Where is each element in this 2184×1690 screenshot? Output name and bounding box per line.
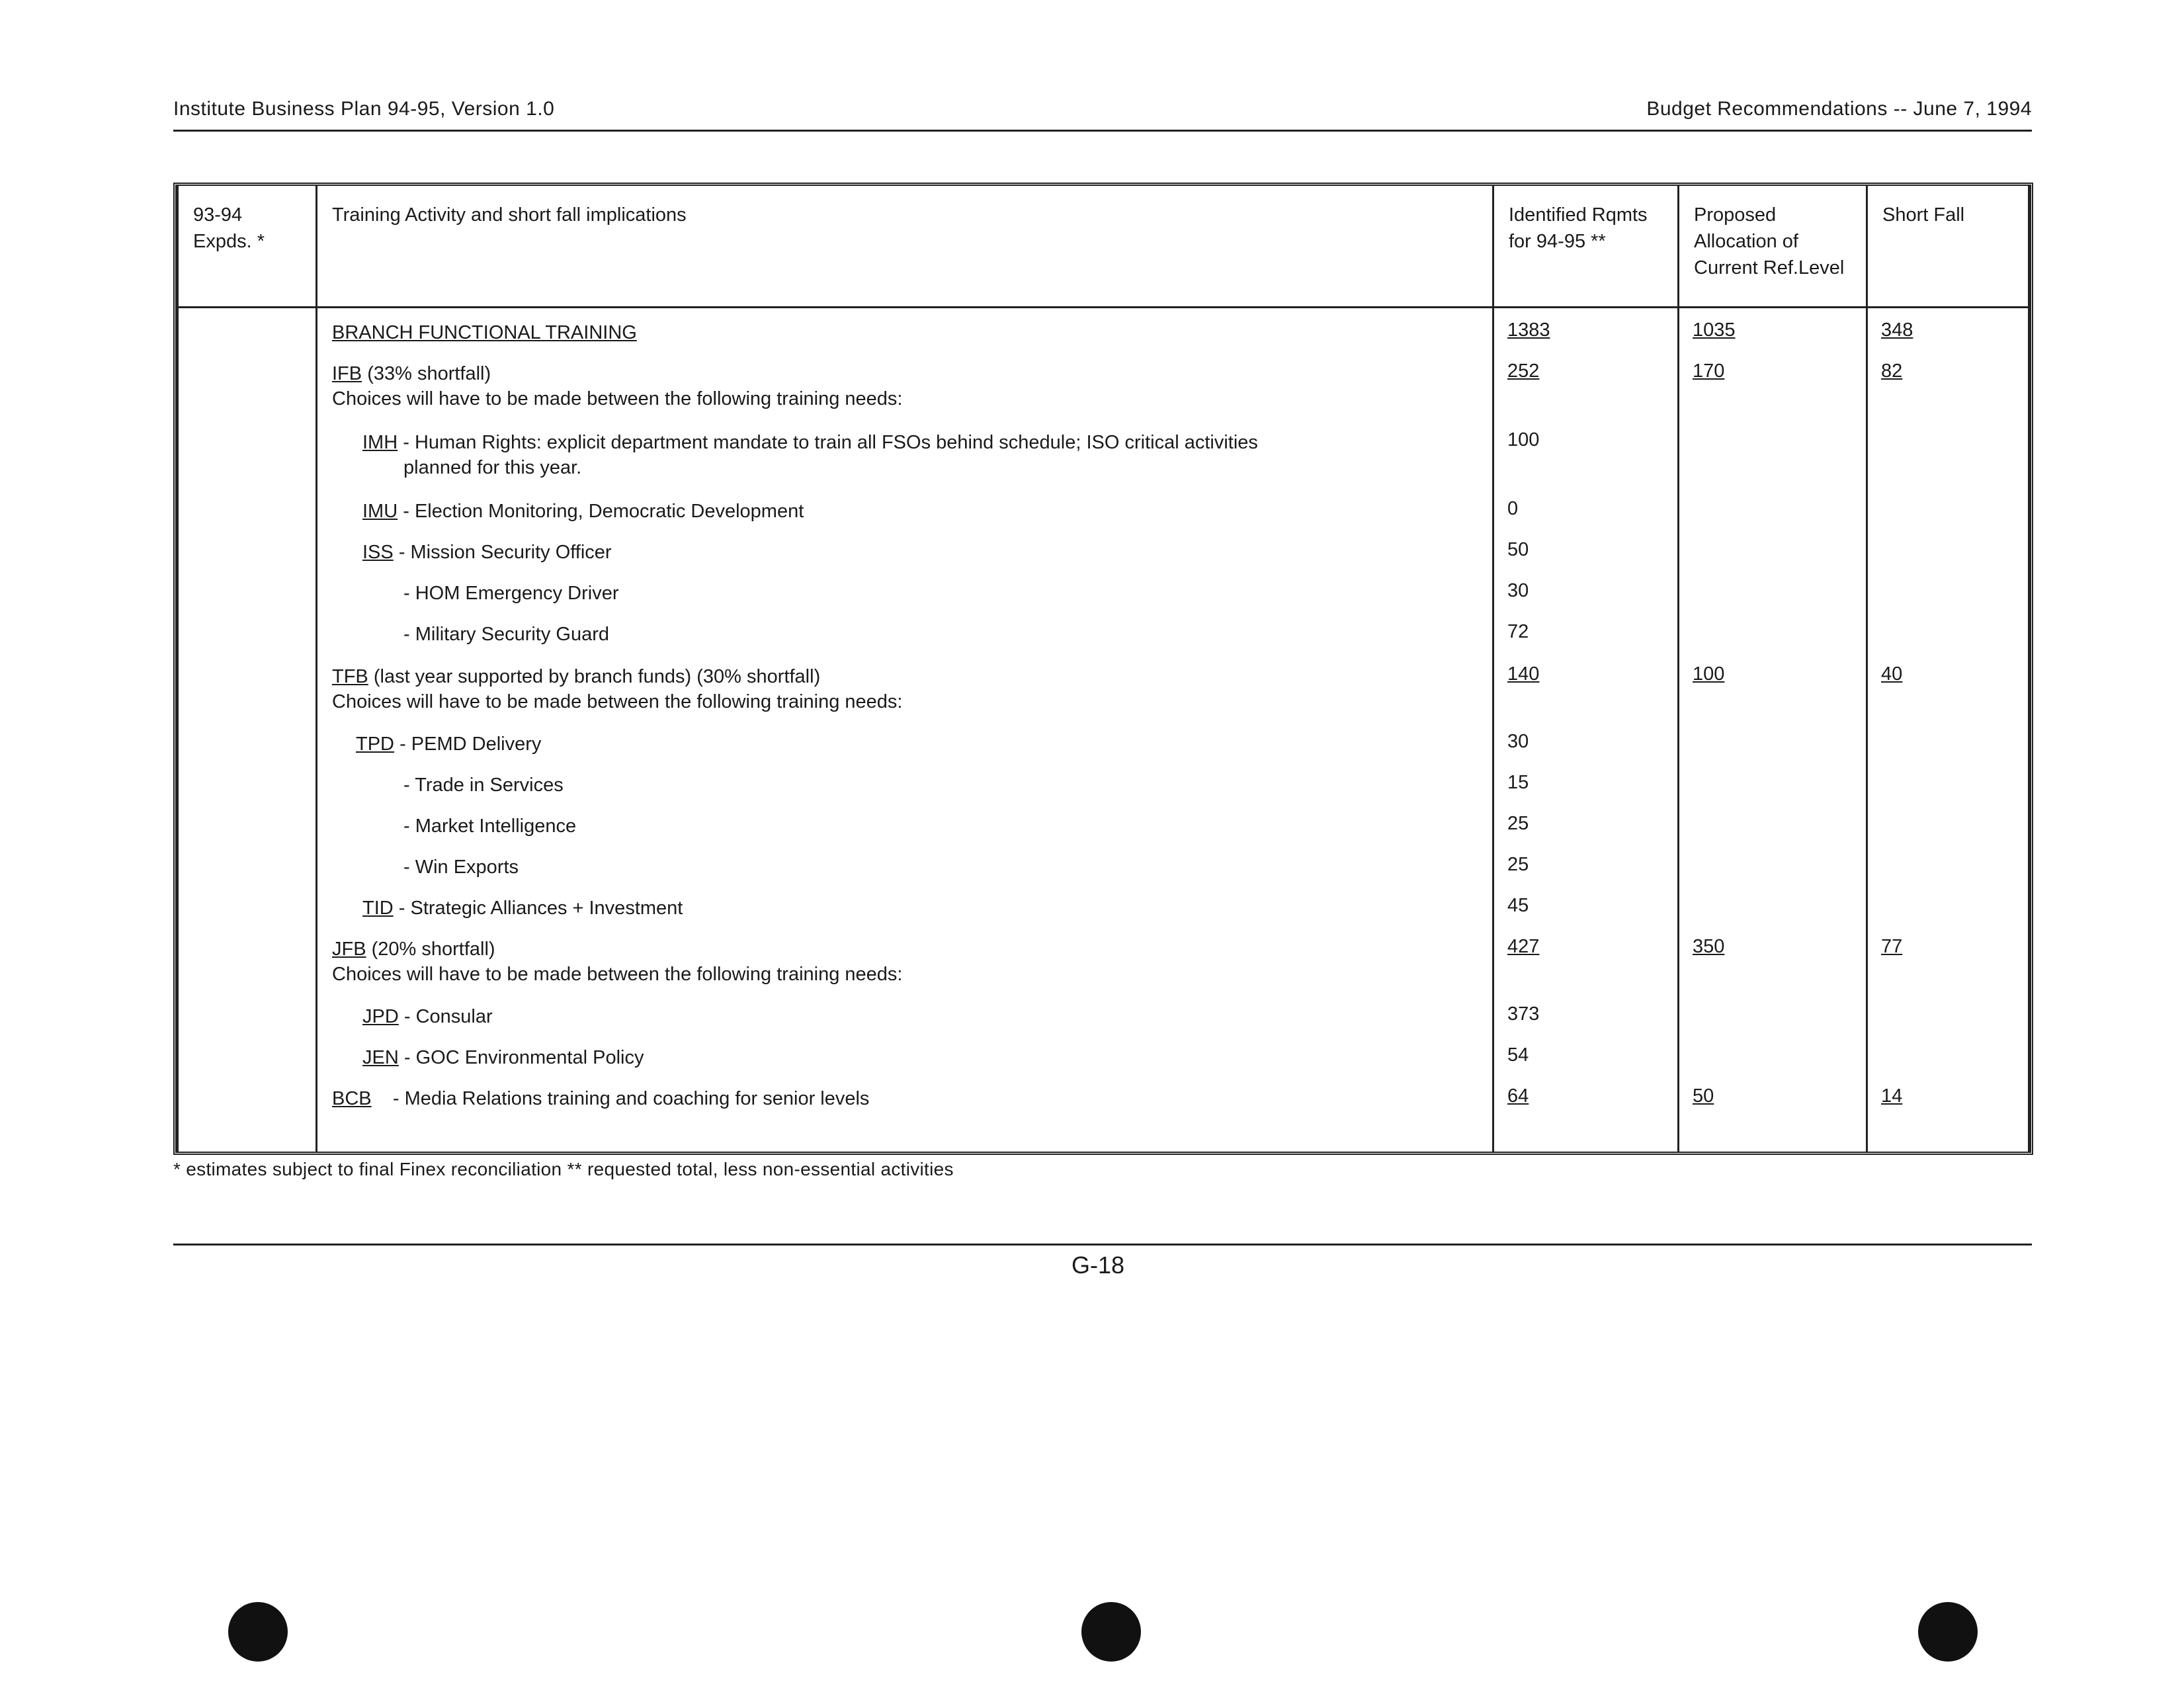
jpd-line xyxy=(362,1004,493,1029)
tfb-choices: Choices will have to be made between the following training needs: xyxy=(332,691,903,712)
iss-text: - Mission Security Officer xyxy=(398,542,612,563)
ifb-choices: Choices will have to be made between the following training needs: xyxy=(332,388,903,409)
tfb-identified: 140 xyxy=(1507,663,1540,685)
trade-line: - Trade in Services xyxy=(403,775,564,796)
table-body-row xyxy=(178,308,2029,1152)
iss-identified: 50 xyxy=(1507,539,1529,560)
iss-line xyxy=(362,540,612,565)
budget-table xyxy=(177,186,2030,1152)
page-number: G-18 xyxy=(1071,1251,1125,1279)
identified-cell xyxy=(1493,308,1679,1152)
ifb-label: (33% shortfall) xyxy=(367,363,491,384)
jen-text: - GOC Environmental Policy xyxy=(403,1047,644,1068)
imh-line xyxy=(362,430,1258,455)
jfb-heading xyxy=(332,937,495,962)
punch-hole-left xyxy=(228,1602,288,1662)
jpd-identified: 373 xyxy=(1507,1003,1540,1025)
bcb-proposed: 50 xyxy=(1693,1085,1714,1107)
market-line: - Market Intelligence xyxy=(403,816,577,837)
col-header-training-activity: Training Activity and short fall implications xyxy=(317,186,1493,308)
hom-identified: 30 xyxy=(1507,580,1529,601)
iss-code: ISS xyxy=(362,542,394,563)
jpd-text: - Consular xyxy=(403,1006,493,1027)
jen-line xyxy=(362,1045,644,1070)
col-header-expenditures: 93-94 Expds. * xyxy=(178,186,317,308)
footer-divider xyxy=(173,1244,2032,1246)
tfb-shortfall: 40 xyxy=(1881,663,1903,685)
table-header-row xyxy=(178,186,2029,308)
tid-text: - Strategic Alliances + Investment xyxy=(398,898,683,919)
jfb-label: (20% shortfall) xyxy=(371,939,495,960)
bcb-code: BCB xyxy=(332,1088,372,1109)
ifb-heading xyxy=(332,361,491,386)
header-left-title: Institute Business Plan 94-95, Version 1.0 xyxy=(173,98,555,120)
tpd-text: - PEMD Delivery xyxy=(399,734,542,755)
ifb-shortfall: 82 xyxy=(1881,360,1903,382)
ifb-code: IFB xyxy=(332,363,362,384)
tfb-label: (last year supported by branch funds) (30% shortfall) xyxy=(373,666,821,687)
col-header-identified-rqmts: Identified Rqmts for 94-95 ** xyxy=(1493,186,1679,308)
ifb-identified: 252 xyxy=(1507,360,1540,382)
imu-code: IMU xyxy=(362,501,398,522)
imh-identified: 100 xyxy=(1507,429,1540,450)
tfb-heading xyxy=(332,664,820,689)
tfb-code: TFB xyxy=(332,666,368,687)
imu-line xyxy=(362,499,804,524)
market-identified: 25 xyxy=(1507,813,1529,834)
hom-line: - HOM Emergency Driver xyxy=(403,583,619,604)
bcb-text: - Media Relations training and coaching for senior levels xyxy=(392,1088,870,1109)
msg-line: - Military Security Guard xyxy=(403,624,610,645)
jfb-code: JFB xyxy=(332,939,366,960)
branch-proposed: 1035 xyxy=(1693,319,1736,341)
punch-hole-center xyxy=(1081,1602,1141,1662)
jpd-code: JPD xyxy=(362,1006,399,1027)
shortfall-cell xyxy=(1867,308,2029,1152)
tpd-identified: 30 xyxy=(1507,731,1529,752)
tid-identified: 45 xyxy=(1507,895,1529,916)
branch-shortfall: 348 xyxy=(1881,319,1913,341)
tpd-code: TPD xyxy=(356,734,394,755)
ifb-proposed: 170 xyxy=(1693,360,1725,382)
jen-identified: 54 xyxy=(1507,1044,1529,1066)
msg-identified: 72 xyxy=(1507,621,1529,642)
header-right-title: Budget Recommendations -- June 7, 1994 xyxy=(1646,98,2032,120)
jen-code: JEN xyxy=(362,1047,399,1068)
tid-code: TID xyxy=(362,898,394,919)
imh-text-continued: planned for this year. xyxy=(403,457,582,478)
win-line: - Win Exports xyxy=(403,857,519,878)
punch-hole-right xyxy=(1918,1602,1978,1662)
imh-code: IMH xyxy=(362,432,398,453)
header-divider xyxy=(173,130,2032,132)
jfb-choices: Choices will have to be made between the following training needs: xyxy=(332,964,903,985)
tid-line xyxy=(362,896,683,921)
imh-text: - Human Rights: explicit department mandate to train all FSOs behind schedule; ISO critical activities xyxy=(403,432,1258,453)
activity-cell xyxy=(317,308,1493,1152)
proposed-cell xyxy=(1679,308,1867,1152)
col-header-proposed-allocation: Proposed Allocation of Current Ref.Level xyxy=(1679,186,1867,308)
imu-identified: 0 xyxy=(1507,498,1519,519)
table-footnote: * estimates subject to final Finex reconciliation ** requested total, less non-essential activities xyxy=(173,1159,954,1179)
bcb-identified: 64 xyxy=(1507,1085,1529,1107)
tpd-line xyxy=(356,732,541,757)
jfb-identified: 427 xyxy=(1507,936,1540,957)
budget-table-frame xyxy=(173,183,2033,1155)
col-header-short-fall: Short Fall xyxy=(1867,186,2029,308)
imu-text: - Election Monitoring, Democratic Development xyxy=(403,501,804,522)
branch-label: BRANCH FUNCTIONAL TRAINING xyxy=(332,322,637,343)
jfb-shortfall: 77 xyxy=(1881,936,1903,957)
tfb-proposed: 100 xyxy=(1693,663,1725,685)
branch-identified: 1383 xyxy=(1507,319,1550,341)
bcb-shortfall: 14 xyxy=(1881,1085,1903,1107)
bcb-line xyxy=(332,1086,869,1111)
trade-identified: 15 xyxy=(1507,772,1529,793)
jfb-proposed: 350 xyxy=(1693,936,1725,957)
expenditures-cell xyxy=(178,308,317,1152)
win-identified: 25 xyxy=(1507,854,1529,875)
